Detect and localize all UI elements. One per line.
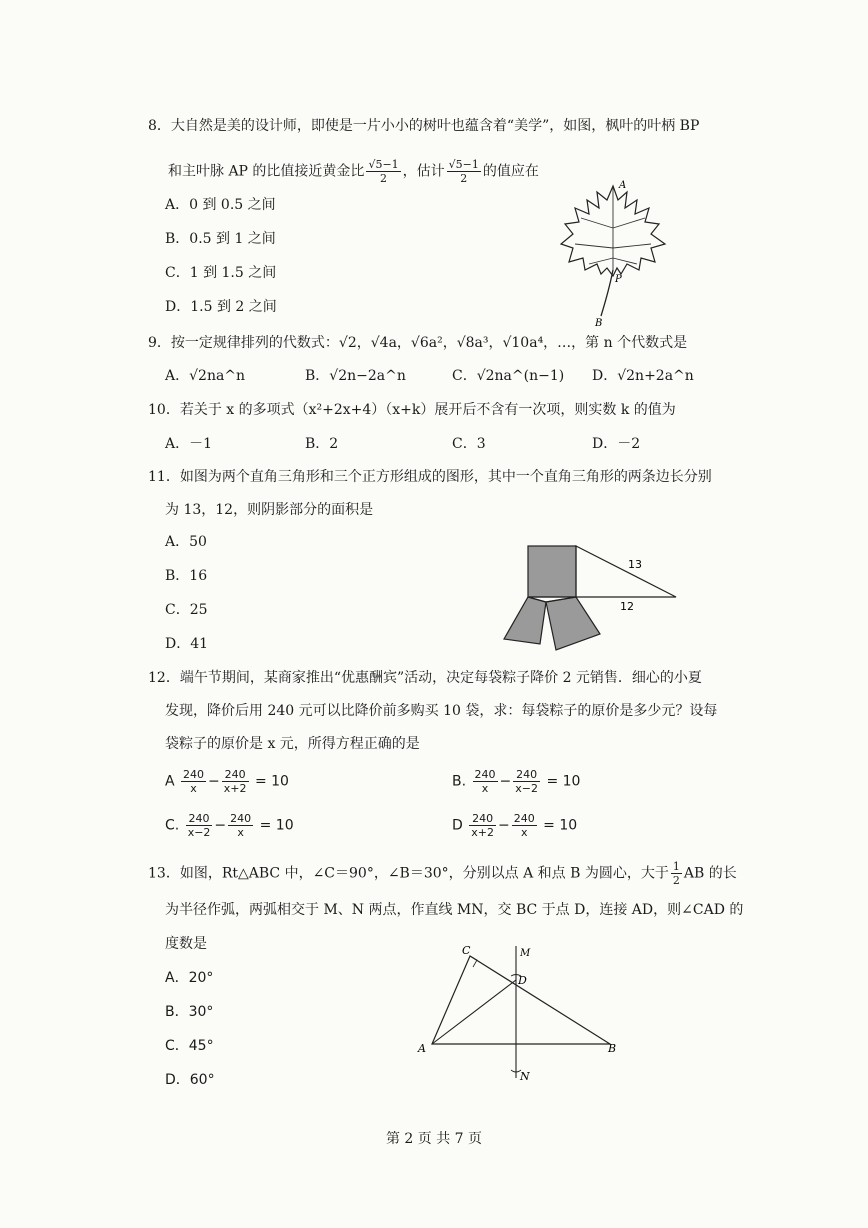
- q10-option-c[interactable]: C．3: [452, 436, 486, 452]
- q9-option-b[interactable]: B．√2n−2a^n: [305, 368, 406, 384]
- half-fraction: [671, 860, 682, 887]
- q12-option-d[interactable]: D $\frac{240}{x+2}$ − $\frac{240}{x}$ = 10: [452, 812, 578, 839]
- q12-c-frac2: [228, 812, 253, 839]
- frac-num: 240: [474, 768, 496, 781]
- q12-option-a[interactable]: A $\frac{240}{x}$ − $\frac{240}{x+2}$ = 10: [165, 768, 289, 795]
- frac-num: 240: [469, 812, 496, 826]
- q10-option-a[interactable]: A．－1: [165, 436, 213, 452]
- q11-option-a[interactable]: A．50: [165, 534, 207, 550]
- q11-option-d[interactable]: D．41: [165, 636, 209, 652]
- q13-option-b[interactable]: B．30°: [165, 1004, 214, 1020]
- frac-den: x: [190, 782, 197, 795]
- q13-line1: [148, 860, 737, 887]
- frac-den: x: [520, 826, 528, 839]
- q10-stem: 10．若关于 x 的多项式（x²+2x+4）（x+k）展开后不含有一次项，则实数 k 的值为: [148, 402, 676, 418]
- frac-num: 240: [183, 768, 205, 781]
- leaf-veins: [575, 188, 651, 270]
- right-angle-mark: [470, 956, 477, 967]
- frac-den: x+2: [471, 826, 494, 839]
- q12-line2: 发现，降价后用 240 元可以比降价前多购买 10 袋，求：每袋粽子的原价是多少元？设每: [165, 703, 718, 719]
- q12-d-rhs: = 10: [543, 817, 578, 834]
- shaded-square-left: [504, 597, 546, 644]
- q12-c-rhs: = 10: [259, 817, 294, 834]
- segment-ad: [432, 980, 516, 1044]
- shaded-square-right: [546, 597, 600, 650]
- golden-num: √5−1: [368, 158, 399, 171]
- label-b: B: [595, 318, 603, 328]
- label-p: P: [615, 274, 622, 285]
- q12-d-letter: D: [452, 817, 463, 834]
- q12-option-c[interactable]: C. $\frac{240}{x-2}$ − $\frac{240}{x}$ = 10: [165, 812, 294, 839]
- q12-d-frac1: [469, 812, 496, 839]
- frac-den: x−2: [515, 782, 538, 795]
- frac-num: 240: [230, 812, 252, 825]
- q12-a-rhs: = 10: [254, 773, 289, 790]
- q12-d-frac2: [512, 812, 537, 839]
- q12-line1: 12．端午节期间，某商家推出“优惠酬宾”活动，决定每袋粽子降价 2 元销售．细心的小夏: [148, 670, 702, 686]
- right-triangle: [576, 546, 676, 597]
- q11-line2: 为 13，12，则阴影部分的面积是: [165, 502, 374, 518]
- q13-option-d[interactable]: D．60°: [165, 1072, 215, 1088]
- q13-line2: 为半径作弧，两弧相交于 M、N 两点，作直线 MN，交 BC 于点 D，连接 AD，则∠CAD 的: [165, 902, 744, 918]
- frac-den: x+2: [223, 782, 247, 795]
- q8-line1: 8．大自然是美的设计师，即使是一片小小的树叶也蕴含着“美学”，如图，枫叶的叶柄 BP: [148, 118, 700, 134]
- golden-ratio-fraction: [366, 158, 400, 185]
- triangle-abc: [432, 956, 610, 1044]
- label-a: A: [418, 1042, 426, 1055]
- q12-option-b[interactable]: B. $\frac{240}{x}$ − $\frac{240}{x-2}$ = 10: [452, 768, 581, 795]
- q9-option-d[interactable]: D．√2n+2a^n: [592, 368, 694, 384]
- q9-stem: 9．按一定规律排列的代数式：√2，√4a，√6a²，√8a³，√10a⁴，…，第 n 个代数式是: [148, 335, 688, 351]
- estimate-num: √5−1: [448, 158, 479, 171]
- q10-option-b[interactable]: B．2: [305, 436, 339, 452]
- label-c: C: [462, 944, 471, 957]
- label-d: D: [518, 974, 527, 987]
- frac-den: x: [237, 826, 244, 839]
- q12-b-frac1: [473, 768, 498, 795]
- maple-leaf-figure: [555, 178, 670, 328]
- q8-option-d[interactable]: D．1.5 到 2 之间: [165, 299, 277, 315]
- q12-a-frac1: [181, 768, 206, 795]
- q8-option-a[interactable]: A．0 到 0.5 之间: [165, 197, 276, 213]
- q12-b-frac2: [513, 768, 540, 795]
- q10-option-d[interactable]: D．－2: [592, 436, 641, 452]
- label-13: 13: [628, 558, 642, 571]
- q12-c-frac1: [186, 812, 213, 839]
- frac-num: 240: [222, 768, 249, 782]
- q8-line2: [168, 158, 539, 185]
- golden-den: 2: [380, 172, 388, 185]
- q8-line2-b: ，估计: [402, 163, 445, 180]
- q8-line2-a: 和主叶脉 AP 的比值接近黄金比: [168, 163, 365, 180]
- q11-option-b[interactable]: B．16: [165, 568, 208, 584]
- q13-line3: 度数是: [165, 936, 207, 952]
- shaded-square-top: [528, 546, 576, 597]
- frac-den: x−2: [187, 826, 211, 839]
- q12-b-letter: B.: [452, 773, 467, 790]
- frac-num: 240: [513, 768, 540, 782]
- half-den: 2: [672, 874, 680, 887]
- q13-line1-b: AB 的长: [683, 865, 737, 882]
- half-num: 1: [672, 860, 680, 873]
- q8-option-b[interactable]: B．0.5 到 1 之间: [165, 231, 276, 247]
- frac-den: x: [481, 782, 489, 795]
- q9-option-c[interactable]: C．√2na^(n−1): [452, 368, 565, 384]
- q9-option-a[interactable]: A．√2na^n: [165, 368, 246, 384]
- q11-line1: 11．如图为两个直角三角形和三个正方形组成的图形，其中一个直角三角形的两条边长分别: [148, 469, 712, 485]
- page-number: 第 2 页 共 7 页: [385, 1131, 483, 1147]
- label-m: M: [520, 948, 531, 959]
- q12-a-letter: A: [165, 773, 175, 790]
- q12-b-rhs: = 10: [546, 773, 581, 790]
- q12-c-letter: C.: [165, 817, 180, 834]
- q8-option-c[interactable]: C．1 到 1.5 之间: [165, 265, 277, 281]
- q12-a-frac2: [222, 768, 249, 795]
- q12-line3: 袋粽子的原价是 x 元，所得方程正确的是: [165, 736, 420, 752]
- frac-num: 240: [513, 812, 535, 825]
- squares-triangle-figure: [498, 540, 683, 655]
- triangle-abc-figure: [410, 940, 625, 1085]
- q13-line1-a: 13．如图，Rt△ABC 中，∠C＝90°，∠B＝30°，分别以点 A 和点 B 为圆心，大于: [148, 865, 669, 882]
- leaf-stem: [601, 270, 613, 316]
- label-a: A: [619, 180, 627, 191]
- q13-option-c[interactable]: C．45°: [165, 1038, 214, 1054]
- q11-option-c[interactable]: C．25: [165, 602, 208, 618]
- label-12: 12: [620, 600, 634, 613]
- estimate-fraction: [447, 158, 481, 185]
- label-b: B: [608, 1042, 617, 1055]
- frac-num: 240: [186, 812, 213, 826]
- label-n: N: [520, 1070, 530, 1083]
- q8-line2-c: 的值应在: [482, 163, 539, 180]
- estimate-den: 2: [460, 172, 468, 185]
- q13-option-a[interactable]: A．20°: [165, 970, 214, 986]
